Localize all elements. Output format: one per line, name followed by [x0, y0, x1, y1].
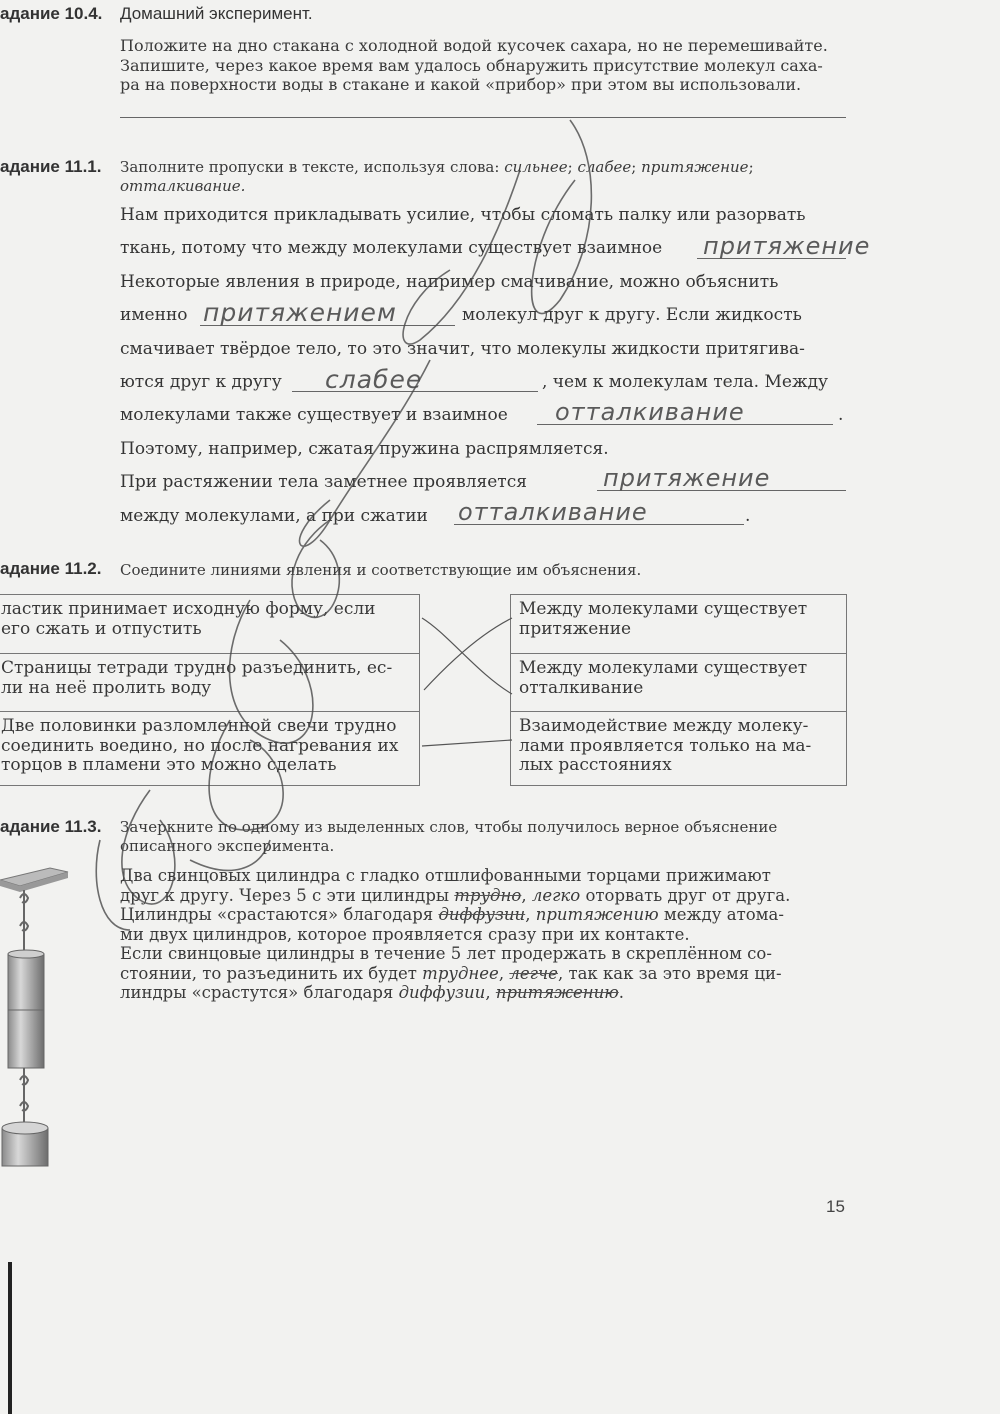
task-11-3-text: Два свинцовых цилиндра с гладко отшлифованными торцами прижимают друг к другу. Через 5 с эти цилиндры трудно, легко оторвать друг от друга. Цилиндры «срастаются» благодаря диффузии, притяжению между атома- ми двух цилиндров, которое проявляется сразу при их контакте. Если свинцовые цилиндры в течение 5 лет продержать в скреплённом со- стоянии, то разъединить их будет труднее, легче, так как за это время ци- линдры «срастутся» благодаря диффузии, притяжению. — [120, 866, 791, 1002]
text-line: Некоторые явления в природе, например смачивание, можно объяснить — [120, 272, 779, 292]
text-dot: . — [745, 506, 751, 526]
task-11-2-instruction: Соедините линиями явления и соответствующие им объяснения. — [120, 561, 642, 579]
task-10-4-label: адание 10.4. — [0, 4, 103, 23]
text-line: , чем к молекулам тела. Между — [542, 372, 829, 392]
handwritten-answer-4: отталкивание — [555, 398, 745, 426]
explanation-3[interactable]: Взаимодействие между молеку- лами проявляется только на ма- лых расстояниях — [511, 711, 846, 784]
handwritten-answer-1: притяжение — [703, 232, 871, 260]
explanation-2[interactable]: Между молекулами существует отталкивание — [511, 653, 846, 711]
text-line: ются друг к другу — [120, 372, 282, 392]
task-11-3-instruction: Зачеркните по одному из выделенных слов, чтобы получилось верное объяснение описанного эксперимента. — [120, 818, 778, 855]
explanation-1[interactable]: Между молекулами существует притяжение — [519, 599, 808, 639]
task-11-1-instruction-2: отталкивание. — [120, 177, 246, 195]
phenomenon-1[interactable]: ластик принимает исходную форму, если его сжать и отпустить — [1, 599, 376, 639]
task-11-2-label: адание 11.2. — [0, 559, 102, 578]
handwritten-answer-5: притяжение — [603, 464, 771, 492]
text-line: молекул друг к другу. Если жидкость — [462, 305, 802, 325]
text-line: смачивает твёрдое тело, то это значит, что молекулы жидкости притягива- — [120, 339, 805, 359]
handwritten-answer-6: отталкивание — [458, 498, 648, 526]
text-line: именно — [120, 305, 188, 325]
task-10-4-text: Положите на дно стакана с холодной водой кусочек сахара, но не перемешивайте. Запишите, через какое время вам удалось обнаружить присутствие молекул саха- ра на поверхности воды в стакане и какой «прибор» при этом вы использовали. — [120, 36, 828, 94]
handwritten-answer-2: притяжением — [203, 298, 397, 327]
strike-diffuzii[interactable]: диффузии — [438, 905, 526, 924]
strike-legche[interactable]: легче — [509, 963, 558, 983]
text-line: молекулами также существует и взаимное — [120, 405, 508, 425]
task-11-1-instruction: Заполните пропуски в тексте, используя слова: сильнее; слабее; притяжение; — [120, 158, 754, 176]
scan-edge-mark — [8, 1262, 12, 1414]
page-number: 15 — [826, 1197, 845, 1216]
text-line: Нам приходится прикладывать усилие, чтобы сломать палку или разорвать — [120, 205, 806, 225]
task-10-4-title: Домашний эксперимент. — [120, 4, 313, 23]
phenomenon-2[interactable]: Страницы тетради трудно разъединить, ес- ли на неё пролить воду — [0, 653, 419, 711]
phenomenon-3[interactable]: Две половинки разломленной свечи трудно соединить воедино, но после нагревания их торцов в пламени это можно сделать — [0, 711, 419, 784]
handwritten-answer-3: слабее — [325, 365, 423, 394]
text-line: ткань, потому что между молекулами существует взаимное — [120, 238, 663, 258]
text-line: При растяжении тела заметнее проявляется — [120, 472, 527, 492]
strike-prityazheniyu[interactable]: притяжению — [495, 983, 619, 1002]
task-11-1-label: адание 11.1. — [0, 157, 102, 176]
text-line: Поэтому, например, сжатая пружина распрямляется. — [120, 439, 609, 459]
text-dot: . — [838, 405, 844, 425]
task-11-3-label: адание 11.3. — [0, 817, 102, 836]
strike-trudno[interactable]: трудно — [454, 885, 522, 905]
text-line: между молекулами, а при сжатии — [120, 506, 428, 526]
